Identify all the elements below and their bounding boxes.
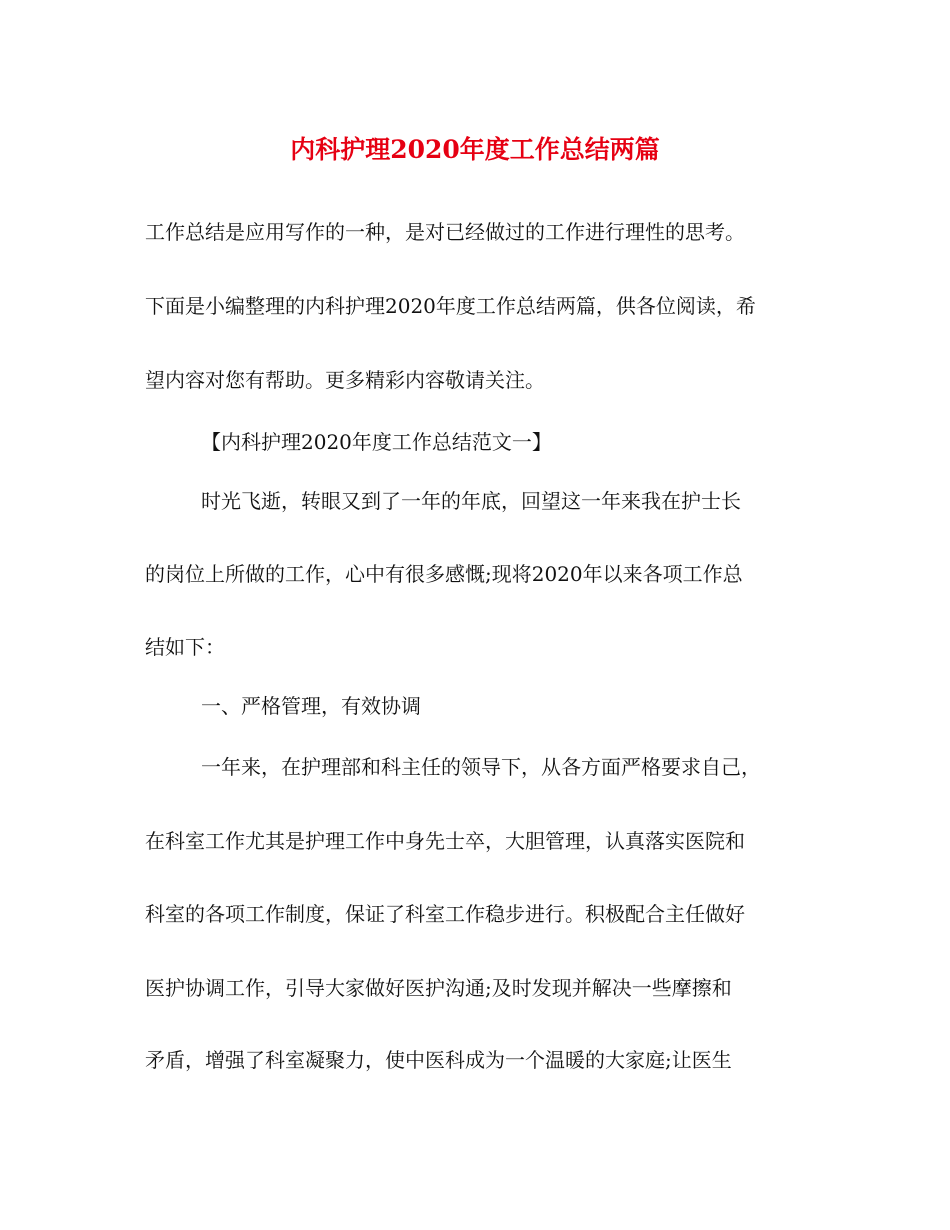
paragraph-line: 下面是小编整理的内科护理2020年度工作总结两篇，供各位阅读，希 [145,294,756,318]
section-heading: 【内科护理2020年度工作总结范文一】 [201,430,552,454]
paragraph-line: 科室的各项工作制度，保证了科室工作稳步进行。积极配合主任做好 [145,902,745,926]
paragraph-line: 时光飞逝，转眼又到了一年的年底，回望这一年来我在护士长 [201,489,741,513]
paragraph-line: 结如下： [145,635,225,659]
paragraph-line: 望内容对您有帮助。更多精彩内容敬请关注。 [145,368,545,392]
paragraph-line: 在科室工作尤其是护理工作中身先士卒，大胆管理，认真落实医院和 [145,829,745,853]
paragraph-line: 矛盾，增强了科室凝聚力，使中医科成为一个温暖的大家庭;让医生 [145,1048,732,1072]
paragraph-line: 工作总结是应用写作的一种，是对已经做过的工作进行理性的思考。 [145,220,745,244]
paragraph-line: 的岗位上所做的工作，心中有很多感慨;现将2020年以来各项工作总 [145,562,743,586]
subsection-heading: 一、严格管理，有效协调 [201,694,421,718]
paragraph-line: 一年来，在护理部和科主任的领导下，从各方面严格要求自己， [201,755,761,779]
document-title: 内科护理2020年度工作总结两篇 [290,135,660,164]
paragraph-line: 医护协调工作，引导大家做好医护沟通;及时发现并解决一些摩擦和 [145,976,732,1000]
